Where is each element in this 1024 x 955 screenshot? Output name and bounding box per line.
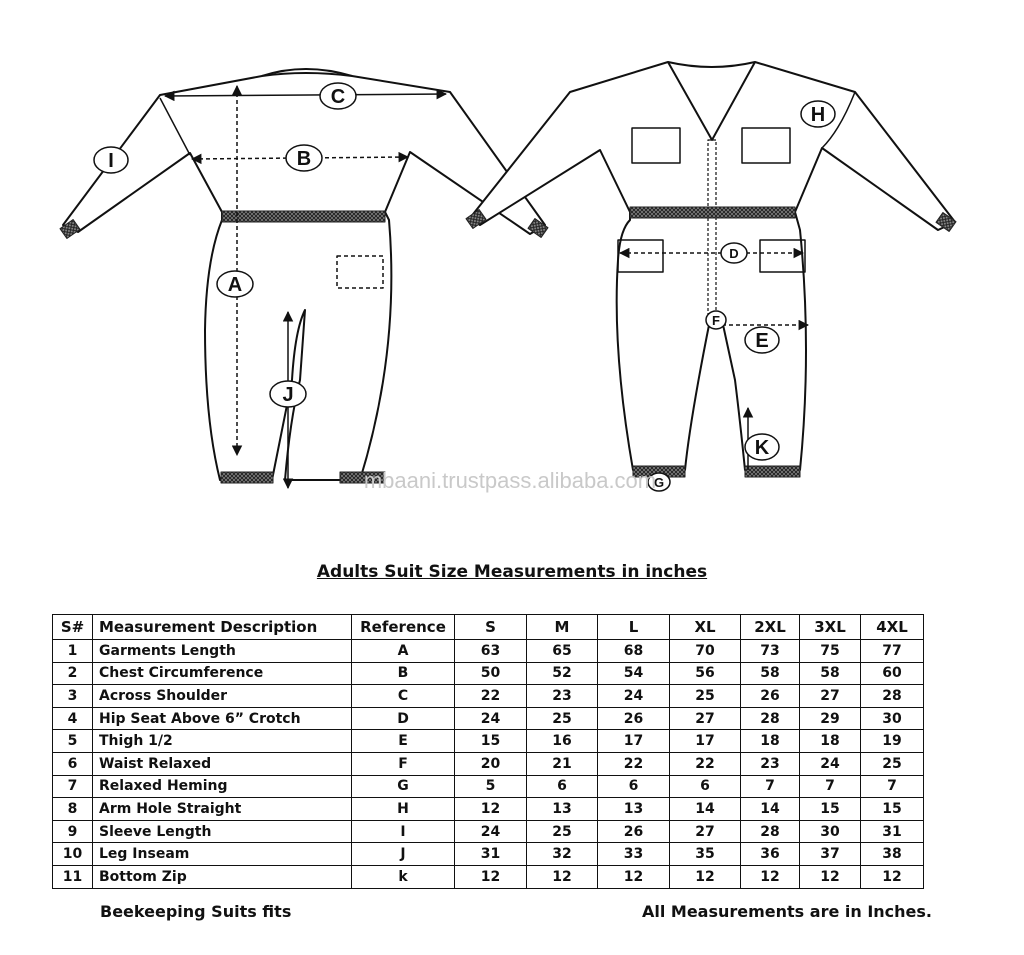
cell-sn: 6 xyxy=(53,752,93,775)
label-e xyxy=(745,327,779,353)
header-size-4xl: 4XL xyxy=(861,615,924,640)
cell-size-3xl: 29 xyxy=(800,707,861,730)
cell-size-xl: 25 xyxy=(670,685,741,708)
cell-size-s: 22 xyxy=(455,685,527,708)
cell-reference: A xyxy=(352,640,455,663)
cell-size-xl: 14 xyxy=(670,798,741,821)
header-size-m: M xyxy=(527,615,598,640)
cell-size-4xl: 12 xyxy=(861,865,924,888)
table-body xyxy=(53,640,924,889)
cell-size-4xl: 25 xyxy=(861,752,924,775)
cell-reference: I xyxy=(352,820,455,843)
cell-sn: 11 xyxy=(53,865,93,888)
cell-size-l: 33 xyxy=(598,843,670,866)
cell-size-2xl: 14 xyxy=(741,798,800,821)
cell-size-4xl: 60 xyxy=(861,662,924,685)
cell-size-s: 63 xyxy=(455,640,527,663)
cell-size-s: 12 xyxy=(455,798,527,821)
header-size-xl: XL xyxy=(670,615,741,640)
cell-size-3xl: 12 xyxy=(800,865,861,888)
cell-size-s: 24 xyxy=(455,820,527,843)
cell-description: Bottom Zip xyxy=(93,865,352,888)
label-c xyxy=(320,83,356,109)
cell-size-xl: 27 xyxy=(670,707,741,730)
cell-sn: 2 xyxy=(53,662,93,685)
cell-size-2xl: 28 xyxy=(741,820,800,843)
cell-size-l: 6 xyxy=(598,775,670,798)
label-k xyxy=(745,434,779,460)
header-size-l: L xyxy=(598,615,670,640)
cell-size-4xl: 38 xyxy=(861,843,924,866)
cell-size-l: 26 xyxy=(598,707,670,730)
cell-size-s: 50 xyxy=(455,662,527,685)
footer-note-right: All Measurements are in Inches. xyxy=(641,902,932,921)
svg-text:B: B xyxy=(296,148,312,170)
header-size-s: S xyxy=(455,615,527,640)
label-b xyxy=(286,145,322,171)
cell-size-3xl: 15 xyxy=(800,798,861,821)
cell-size-m: 65 xyxy=(527,640,598,663)
svg-text:H: H xyxy=(810,104,826,126)
cell-size-4xl: 15 xyxy=(861,798,924,821)
cell-sn: 1 xyxy=(53,640,93,663)
cell-size-3xl: 7 xyxy=(800,775,861,798)
table-row xyxy=(53,662,924,685)
cell-reference: B xyxy=(352,662,455,685)
cell-size-m: 13 xyxy=(527,798,598,821)
cell-reference: J xyxy=(352,843,455,866)
cell-size-m: 21 xyxy=(527,752,598,775)
cell-size-3xl: 37 xyxy=(800,843,861,866)
cell-description: Thigh 1/2 xyxy=(93,730,352,753)
cell-size-m: 25 xyxy=(527,707,598,730)
cell-reference: C xyxy=(352,685,455,708)
cell-sn: 3 xyxy=(53,685,93,708)
label-a xyxy=(217,271,253,297)
cell-size-2xl: 23 xyxy=(741,752,800,775)
cell-size-m: 32 xyxy=(527,843,598,866)
cell-size-2xl: 28 xyxy=(741,707,800,730)
svg-text:G: G xyxy=(653,475,665,490)
cell-size-l: 54 xyxy=(598,662,670,685)
label-h xyxy=(801,101,835,127)
cell-size-l: 26 xyxy=(598,820,670,843)
cell-size-2xl: 7 xyxy=(741,775,800,798)
label-d xyxy=(721,243,747,263)
cell-reference: D xyxy=(352,707,455,730)
svg-text:A: A xyxy=(227,274,243,296)
cell-size-4xl: 77 xyxy=(861,640,924,663)
cell-size-2xl: 73 xyxy=(741,640,800,663)
table-row xyxy=(53,730,924,753)
back-view-suit xyxy=(60,69,548,488)
cell-size-2xl: 36 xyxy=(741,843,800,866)
label-f xyxy=(706,311,726,329)
svg-text:F: F xyxy=(712,313,720,328)
cell-size-3xl: 24 xyxy=(800,752,861,775)
cell-size-xl: 56 xyxy=(670,662,741,685)
cell-reference: G xyxy=(352,775,455,798)
cell-size-l: 22 xyxy=(598,752,670,775)
cell-description: Leg Inseam xyxy=(93,843,352,866)
cell-size-xl: 22 xyxy=(670,752,741,775)
label-i xyxy=(94,147,128,173)
cell-size-4xl: 30 xyxy=(861,707,924,730)
header-row xyxy=(53,615,924,640)
cell-size-xl: 17 xyxy=(670,730,741,753)
cell-size-s: 12 xyxy=(455,865,527,888)
cell-size-3xl: 27 xyxy=(800,685,861,708)
cell-sn: 7 xyxy=(53,775,93,798)
label-j xyxy=(270,381,306,407)
cell-sn: 9 xyxy=(53,820,93,843)
svg-text:C: C xyxy=(330,86,346,108)
cell-size-4xl: 19 xyxy=(861,730,924,753)
cell-size-3xl: 58 xyxy=(800,662,861,685)
cell-size-s: 24 xyxy=(455,707,527,730)
cell-size-2xl: 18 xyxy=(741,730,800,753)
front-view-suit xyxy=(466,62,956,477)
cell-size-m: 6 xyxy=(527,775,598,798)
cell-size-l: 17 xyxy=(598,730,670,753)
cell-size-xl: 70 xyxy=(670,640,741,663)
table-row xyxy=(53,685,924,708)
cell-size-xl: 35 xyxy=(670,843,741,866)
cell-size-s: 15 xyxy=(455,730,527,753)
table-row xyxy=(53,752,924,775)
footer-note-left: Beekeeping Suits fits xyxy=(100,902,292,921)
table-row xyxy=(53,707,924,730)
watermark: mbaani.trustpass.alibaba.com xyxy=(363,468,657,493)
cell-size-xl: 6 xyxy=(670,775,741,798)
cell-description: Chest Circumference xyxy=(93,662,352,685)
table-row xyxy=(53,798,924,821)
cell-reference: F xyxy=(352,752,455,775)
cell-description: Arm Hole Straight xyxy=(93,798,352,821)
table-title: Adults Suit Size Measurements in inches xyxy=(316,562,708,582)
cell-size-3xl: 75 xyxy=(800,640,861,663)
header-sn: S# xyxy=(53,615,93,640)
cell-reference: k xyxy=(352,865,455,888)
cell-size-l: 24 xyxy=(598,685,670,708)
header-reference: Reference xyxy=(352,615,455,640)
cell-size-xl: 27 xyxy=(670,820,741,843)
cell-size-3xl: 18 xyxy=(800,730,861,753)
cell-size-s: 31 xyxy=(455,843,527,866)
svg-text:E: E xyxy=(755,330,769,352)
size-table xyxy=(52,614,924,889)
table-row xyxy=(53,820,924,843)
table-row xyxy=(53,775,924,798)
cell-size-2xl: 12 xyxy=(741,865,800,888)
cell-sn: 10 xyxy=(53,843,93,866)
cell-description: Hip Seat Above 6” Crotch xyxy=(93,707,352,730)
cell-size-m: 23 xyxy=(527,685,598,708)
header-size-2xl: 2XL xyxy=(741,615,800,640)
header-description: Measurement Description xyxy=(93,615,352,640)
cell-size-3xl: 30 xyxy=(800,820,861,843)
cell-sn: 4 xyxy=(53,707,93,730)
cell-size-m: 52 xyxy=(527,662,598,685)
cell-size-s: 20 xyxy=(455,752,527,775)
cell-size-4xl: 31 xyxy=(861,820,924,843)
cell-description: Sleeve Length xyxy=(93,820,352,843)
table-row xyxy=(53,843,924,866)
cell-description: Garments Length xyxy=(93,640,352,663)
cell-description: Relaxed Heming xyxy=(93,775,352,798)
cell-size-xl: 12 xyxy=(670,865,741,888)
cell-size-4xl: 28 xyxy=(861,685,924,708)
cell-reference: H xyxy=(352,798,455,821)
cell-size-m: 12 xyxy=(527,865,598,888)
table-row xyxy=(53,865,924,888)
cell-size-2xl: 58 xyxy=(741,662,800,685)
header-size-3xl: 3XL xyxy=(800,615,861,640)
cell-size-m: 16 xyxy=(527,730,598,753)
cell-sn: 5 xyxy=(53,730,93,753)
cell-size-2xl: 26 xyxy=(741,685,800,708)
svg-text:D: D xyxy=(729,246,739,261)
cell-description: Across Shoulder xyxy=(93,685,352,708)
cell-size-l: 13 xyxy=(598,798,670,821)
cell-size-4xl: 7 xyxy=(861,775,924,798)
cell-reference: E xyxy=(352,730,455,753)
cell-size-l: 12 xyxy=(598,865,670,888)
svg-text:J: J xyxy=(282,384,294,406)
cell-size-s: 5 xyxy=(455,775,527,798)
cell-description: Waist Relaxed xyxy=(93,752,352,775)
cell-size-m: 25 xyxy=(527,820,598,843)
svg-text:I: I xyxy=(108,150,114,172)
svg-text:K: K xyxy=(754,437,770,459)
cell-size-l: 68 xyxy=(598,640,670,663)
table-row xyxy=(53,640,924,663)
cell-sn: 8 xyxy=(53,798,93,821)
